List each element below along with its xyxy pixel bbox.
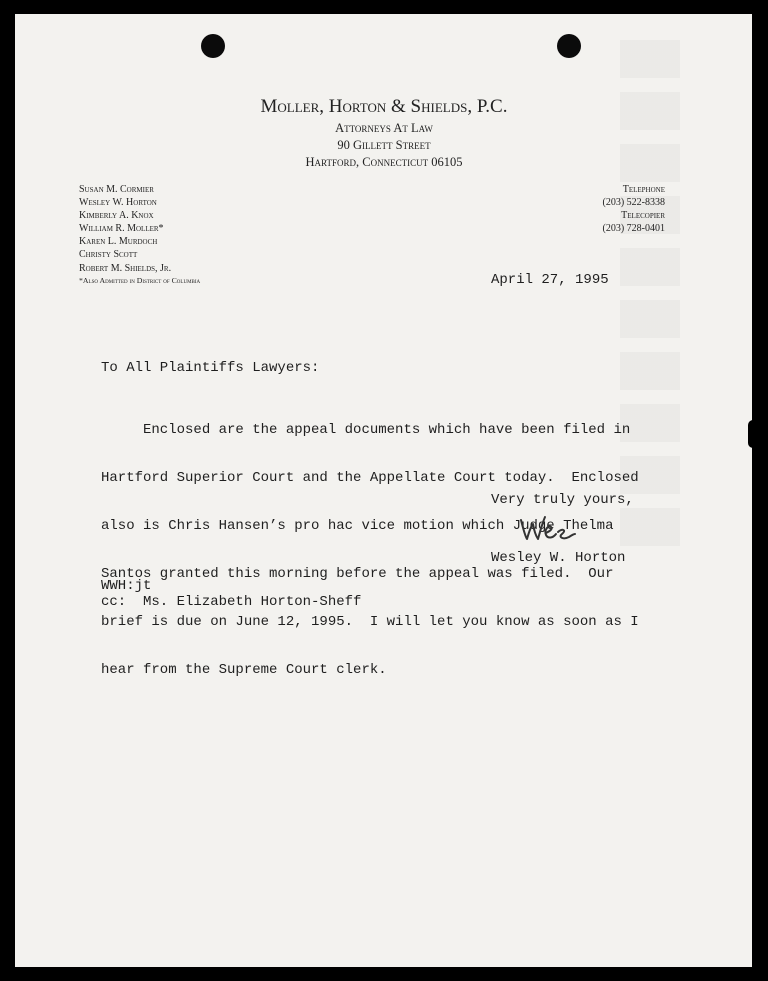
telecopier-number: (203) 728-0401 bbox=[602, 223, 665, 235]
firm-city: Hartford, Connecticut 06105 bbox=[305, 155, 463, 169]
partner-name: Karen L. Murdoch bbox=[79, 236, 158, 248]
partner-name: Christy Scott bbox=[79, 249, 138, 261]
typist-initials: WWH:jt bbox=[101, 578, 152, 594]
letter-date: April 27, 1995 bbox=[491, 272, 609, 288]
partner-list bbox=[79, 183, 171, 275]
handwritten-signature bbox=[517, 512, 579, 548]
firm-street: 90 Gillett Street bbox=[337, 138, 431, 152]
firm-tagline: Attorneys At Law bbox=[335, 121, 433, 135]
punch-hole-right bbox=[557, 34, 581, 58]
footnote: *Also Admitted in District of Columbia bbox=[79, 276, 201, 285]
partner-name: William R. Moller* bbox=[79, 223, 164, 235]
closing: Very truly yours, bbox=[491, 492, 634, 508]
body-line: Santos granted this morning before the appeal was filed. Our bbox=[101, 566, 614, 582]
partner-name: Susan M. Cormier bbox=[79, 184, 154, 195]
body-line: hear from the Supreme Court clerk. bbox=[101, 662, 387, 678]
salutation: To All Plaintiffs Lawyers: bbox=[101, 360, 320, 376]
firm-name: Moller, Horton & Shields, P.C. bbox=[260, 96, 508, 117]
partner-name: Kimberly A. Knox bbox=[79, 210, 154, 222]
signer-name: Wesley W. Horton bbox=[491, 550, 626, 566]
punch-hole-left bbox=[201, 34, 225, 58]
page-edge-notch bbox=[748, 420, 758, 448]
cc-line: cc: Ms. Elizabeth Horton-Sheff bbox=[101, 594, 362, 610]
body-line: Enclosed are the appeal documents which have been filed in bbox=[101, 422, 631, 438]
partner-name: Wesley W. Horton bbox=[79, 197, 157, 209]
body-line: brief is due on June 12, 1995. I will let you know as soon as I bbox=[101, 614, 639, 630]
telecopier-label: Telecopier bbox=[621, 210, 665, 222]
body-line: also is Chris Hansen’s pro hac vice motion which Judge Thelma bbox=[101, 518, 614, 534]
telephone-label: Telephone bbox=[622, 184, 665, 195]
partner-name: Robert M. Shields, Jr. bbox=[79, 262, 172, 274]
body-line: Hartford Superior Court and the Appellate Court today. Enclosed bbox=[101, 470, 639, 486]
telephone-number: (203) 522-8338 bbox=[602, 197, 665, 209]
contact-block bbox=[603, 183, 666, 235]
